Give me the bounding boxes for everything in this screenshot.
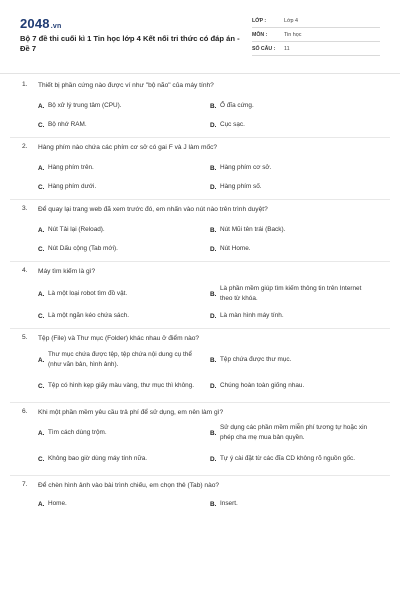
answer-option[interactable] <box>210 224 382 236</box>
option-letter: B. <box>210 164 217 172</box>
answer-option[interactable] <box>38 449 210 469</box>
question-1 <box>0 81 400 138</box>
question-7 <box>0 481 400 510</box>
question-number: 2. <box>22 143 28 150</box>
option-letter: D. <box>210 382 217 390</box>
option-row <box>0 349 400 371</box>
meta-key: LỚP : <box>252 17 267 24</box>
option-letter: A. <box>38 429 45 437</box>
option-row <box>0 310 400 322</box>
question-text: Khi một phần mềm yêu cầu trả phí để sử dụng, em nên làm gì? <box>38 409 224 416</box>
option-text: Tìm cách dùng trộm. <box>48 429 107 436</box>
option-row <box>0 119 400 131</box>
answer-option[interactable] <box>38 224 210 236</box>
question-text: Thiết bị phần cứng nào được ví như "bộ não" của máy tính? <box>38 82 214 89</box>
header-divider <box>0 73 400 74</box>
option-text: Tệp chứa được thư mục. <box>220 356 292 363</box>
answer-option[interactable] <box>210 349 382 371</box>
site-logo[interactable] <box>20 16 61 31</box>
option-letter: C. <box>38 121 45 129</box>
question-divider <box>10 137 390 138</box>
option-text: Hàng phím trên. <box>48 164 94 171</box>
question-divider <box>10 402 390 403</box>
question-4 <box>0 267 400 329</box>
option-row <box>0 423 400 443</box>
answer-option[interactable] <box>38 423 210 443</box>
answer-option[interactable] <box>38 243 210 255</box>
option-letter: C. <box>38 183 45 191</box>
option-row <box>0 284 400 304</box>
option-text: Tệp có hình kẹp giấy màu vàng, thư mục thì không. <box>48 382 195 389</box>
option-text: Chúng hoàn toàn giống nhau. <box>220 382 305 389</box>
option-letter: C. <box>38 455 45 463</box>
option-text: Là màn hình máy tính. <box>220 312 284 319</box>
option-row <box>0 376 400 396</box>
option-row <box>0 100 400 112</box>
option-letter: A. <box>38 290 45 298</box>
option-row <box>0 449 400 469</box>
option-text: Bộ nhớ RAM. <box>48 121 87 128</box>
answer-option[interactable] <box>38 181 210 193</box>
question-divider <box>10 475 390 476</box>
question-number: 4. <box>22 267 28 274</box>
option-letter: A. <box>38 102 45 110</box>
option-letter: A. <box>38 164 45 172</box>
question-number: 3. <box>22 205 28 212</box>
option-row <box>0 224 400 236</box>
document-title: Bộ 7 đề thi cuối kì 1 Tin học lớp 4 Kết nối tri thức có đáp án - Đề 7 <box>20 34 240 53</box>
option-letter: A. <box>38 500 45 508</box>
question-2 <box>0 143 400 200</box>
question-number: 6. <box>22 408 28 415</box>
question-text: Máy tìm kiếm là gì? <box>38 268 96 275</box>
answer-option[interactable] <box>210 423 382 443</box>
option-text: Hàng phím cơ sở. <box>220 164 272 171</box>
question-header <box>0 481 400 490</box>
option-row <box>0 498 400 510</box>
option-text: Nút Dấu cộng (Tab mới). <box>48 245 118 252</box>
answer-option[interactable] <box>210 162 382 174</box>
option-letter: B. <box>210 290 217 298</box>
question-3 <box>0 205 400 262</box>
option-text: Insert. <box>220 500 238 507</box>
option-letter: C. <box>38 382 45 390</box>
logo-suffix: .vn <box>50 23 62 30</box>
answer-option[interactable] <box>210 498 382 510</box>
answer-option[interactable] <box>210 284 382 304</box>
option-text: Sử dụng các phần mềm miễn phí tương tự hoặc xin phép cha mẹ mua bản quyền. <box>220 424 368 441</box>
option-text: Là phần mềm giúp tìm kiếm thông tin trên Internet theo từ khóa. <box>220 285 362 302</box>
option-text: Hàng phím dưới. <box>48 183 97 190</box>
question-divider <box>10 328 390 329</box>
answer-option[interactable] <box>38 162 210 174</box>
option-letter: A. <box>38 356 45 364</box>
option-letter: B. <box>210 226 217 234</box>
question-header <box>0 143 400 152</box>
option-text: Hàng phím số. <box>220 183 262 190</box>
option-letter: A. <box>38 226 45 234</box>
option-text: Tự ý cài đặt từ các đĩa CD không rõ nguồn gốc. <box>220 455 356 462</box>
option-letter: B. <box>210 500 217 508</box>
option-letter: D. <box>210 245 217 253</box>
meta-key: MÔN : <box>252 31 268 38</box>
answer-option[interactable] <box>38 100 210 112</box>
answer-option[interactable] <box>38 376 210 396</box>
meta-key: SỐ CÂU : <box>252 45 276 52</box>
meta-value: Lớp 4 <box>284 17 299 24</box>
exam-meta <box>252 14 380 56</box>
option-letter: D. <box>210 312 217 320</box>
answer-option[interactable] <box>210 376 382 396</box>
question-header <box>0 334 400 343</box>
answer-option[interactable] <box>210 100 382 112</box>
answer-option[interactable] <box>38 498 210 510</box>
question-5 <box>0 334 400 403</box>
option-letter: B. <box>210 102 217 110</box>
question-header <box>0 205 400 214</box>
answer-option[interactable] <box>38 310 210 322</box>
question-divider <box>10 199 390 200</box>
option-row <box>0 181 400 193</box>
answer-option[interactable] <box>210 119 382 131</box>
question-list <box>0 76 400 510</box>
answer-option[interactable] <box>38 284 210 304</box>
option-text: Nút Home. <box>220 245 251 252</box>
question-number: 5. <box>22 334 28 341</box>
meta-value: 11 <box>284 45 290 52</box>
option-text: Không bao giờ dùng máy tính nữa. <box>48 455 148 462</box>
option-letter: D. <box>210 121 217 129</box>
answer-option[interactable] <box>210 243 382 255</box>
answer-option[interactable] <box>210 181 382 193</box>
option-letter: B. <box>210 429 217 437</box>
question-number: 1. <box>22 81 28 88</box>
option-row <box>0 162 400 174</box>
option-text: Nút Mũi tên trái (Back). <box>220 226 286 233</box>
question-header <box>0 267 400 276</box>
option-text: Là một loại robot tìm đồ vật. <box>48 290 128 297</box>
option-text: Home. <box>48 500 67 507</box>
answer-option[interactable] <box>38 119 210 131</box>
question-6 <box>0 408 400 476</box>
question-text: Để quay lại trang web đã xem trước đó, em nhấn vào nút nào trên trình duyệt? <box>38 206 268 213</box>
option-letter: D. <box>210 455 217 463</box>
question-text: Hàng phím nào chứa các phím cơ sở có gai F và J làm mốc? <box>38 144 218 151</box>
question-header <box>0 408 400 417</box>
document-header <box>20 14 380 64</box>
option-letter: B. <box>210 356 217 364</box>
meta-subject <box>252 28 380 42</box>
question-number: 7. <box>22 481 28 488</box>
meta-value: Tin học <box>284 31 302 38</box>
logo-main: 2048 <box>20 16 50 31</box>
question-header <box>0 81 400 90</box>
answer-option[interactable] <box>210 449 382 469</box>
option-text: Cục sạc. <box>220 121 245 128</box>
meta-question-count <box>252 42 380 56</box>
option-letter: D. <box>210 183 217 191</box>
option-text: Nút Tải lại (Reload). <box>48 226 105 233</box>
option-letter: C. <box>38 245 45 253</box>
option-text: Ổ đĩa cứng. <box>220 102 254 109</box>
option-text: Bộ xử lý trung tâm (CPU). <box>48 102 122 109</box>
question-text: Để chèn hình ảnh vào bài trình chiếu, em chọn thẻ (Tab) nào? <box>38 482 220 489</box>
option-text: Thư mục chứa được tệp, tệp chứa nội dung cụ thể (như văn bản, hình ảnh). <box>48 351 192 368</box>
answer-option[interactable] <box>210 310 382 322</box>
option-row <box>0 243 400 255</box>
option-letter: C. <box>38 312 45 320</box>
option-text: Là một ngăn kéo chứa sách. <box>48 312 130 319</box>
question-text: Tệp (File) và Thư mục (Folder) khác nhau ở điểm nào? <box>38 335 200 342</box>
question-divider <box>10 261 390 262</box>
meta-grade <box>252 14 380 28</box>
answer-option[interactable] <box>38 349 210 371</box>
